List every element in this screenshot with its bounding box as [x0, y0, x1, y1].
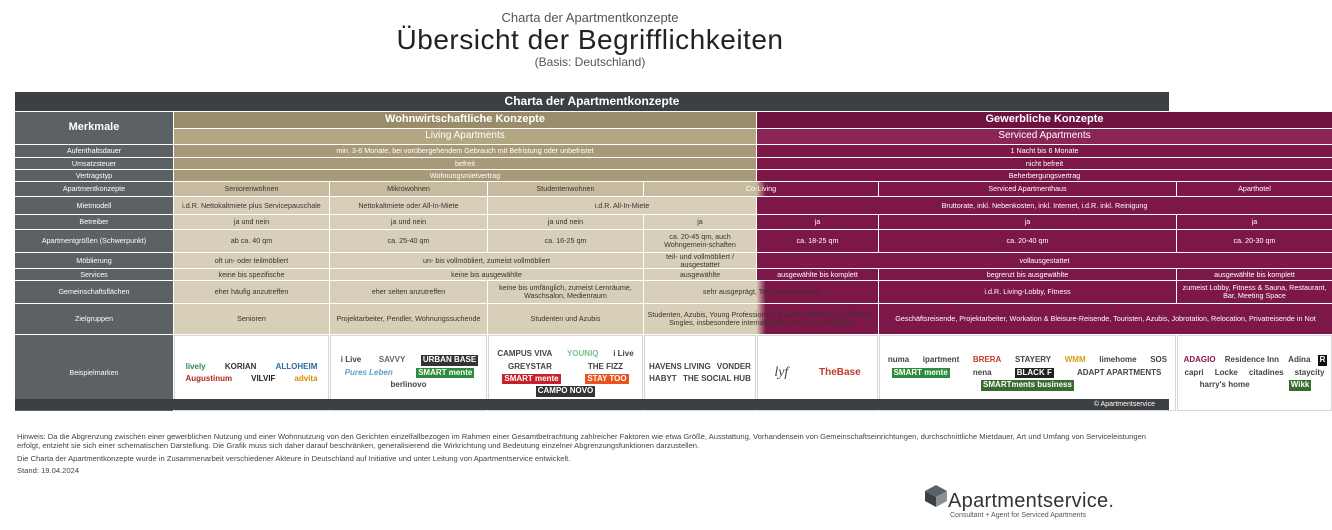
row-label-moeblierung: Möblierung: [15, 253, 173, 268]
note-stand: Stand: 19.04.2024: [17, 466, 80, 476]
brand-logo: STAYERY: [1014, 355, 1052, 365]
brand-logo: VONDER: [716, 361, 751, 371]
gew-header: Gewerbliche Konzepte: [757, 112, 1332, 128]
betreiber-aparthotel: ja: [1177, 215, 1332, 229]
brand-logo: STAY TOO: [587, 374, 627, 383]
row-label-apartmentkonzepte: Apartmentkonzepte: [15, 182, 173, 196]
brand-logo: HABYT: [649, 374, 677, 383]
row-label-zielgruppen: Zielgruppen: [15, 304, 173, 334]
brand-logo: KORIAN: [224, 361, 257, 371]
concept-studenten: Studentenwohnen: [488, 182, 643, 196]
merkmale-header: Merkmale: [15, 112, 173, 144]
services-aparthotel: ausgewählte bis komplett: [1177, 269, 1332, 280]
brand-logo: BLACK F: [1016, 367, 1052, 377]
brand-logo: Residence Inn: [1224, 355, 1279, 365]
brand-logo: limehome: [1099, 355, 1137, 365]
cell-umsatzsteuer-wohn: befreit: [174, 158, 756, 169]
moeblierung-coliving: teil- und vollmöbliert / ausgestattet: [644, 253, 756, 268]
brand-logo: ADAPT APARTMENTS: [1076, 367, 1162, 377]
cell-vertragstyp-wohn: Wohnungsmietvertrag: [174, 170, 756, 181]
services-coliving2: ausgewählte bis komplett: [757, 269, 878, 280]
groessen-coliving: ca. 20-45 qm, auch Wohngemein-schaften: [644, 230, 756, 252]
logo-name: [948, 490, 1114, 513]
mietmodell-mikro: Nettokaltmiete oder All-In-Miete: [330, 197, 487, 214]
brand-logo: SOS: [1150, 355, 1168, 365]
table-grid: [15, 112, 1327, 398]
brand-logo: nena: [972, 367, 992, 377]
betreiber-mikro: ja und nein: [330, 215, 487, 229]
concept-mikro: Mikrowohnen: [330, 182, 487, 196]
groessen-studenten: ca. 16-25 qm: [488, 230, 643, 252]
concept-coliving: Co-Living: [644, 182, 878, 196]
row-label-groessen: Apartmentgrößen (Schwerpunkt): [15, 230, 173, 252]
page-title: Übersicht der Begrifflichkeiten: [396, 24, 784, 55]
apartmentservice-logo: [924, 482, 1164, 522]
services-mikro-studenten: keine bis ausgewählte: [330, 269, 643, 280]
moeblierung-gew: vollausgestattet: [757, 253, 1332, 268]
brand-logo: staycity: [1294, 367, 1325, 377]
row-label-aufenthaltsdauer: Aufenthaltsdauer: [15, 145, 173, 157]
brand-logo: lyf: [774, 364, 789, 380]
brand-logo: i Live: [613, 349, 634, 359]
groessen-mikro: ca. 25-40 qm: [330, 230, 487, 252]
betreiber-serviced: ja: [879, 215, 1176, 229]
brand-logo: SAVVY: [378, 355, 406, 365]
logo-dot: .: [1108, 490, 1115, 512]
brand-logo: i Live: [340, 355, 362, 365]
groessen-senioren: ab ca. 40 qm: [174, 230, 329, 252]
brand-logo: lively: [185, 361, 206, 371]
brand-logo: advita: [294, 374, 318, 383]
brand-logo: BRERA: [972, 355, 1002, 365]
brand-logo: Wikk: [1290, 380, 1310, 390]
gemeinschaft-studenten: keine bis umfänglich, zumeist Lernräume, Waschsalon, Medienraum: [488, 281, 643, 303]
moeblierung-senioren: oft un- oder teilmöbliert: [174, 253, 329, 268]
row-label-beispielmarken: Beispielmarken: [15, 335, 173, 411]
groessen-coliving2: ca. 18-25 qm: [757, 230, 878, 252]
brand-logo: ADAGIO: [1183, 355, 1216, 365]
brand-logo: citadines: [1248, 367, 1284, 377]
groessen-serviced: ca. 20-40 qm: [879, 230, 1176, 252]
betreiber-coliving2: ja: [757, 215, 878, 229]
concept-senioren: Seniorenwohnen: [174, 182, 329, 196]
brand-logo: harry's home: [1199, 380, 1250, 390]
row-label-vertragstyp: Vertragstyp: [15, 170, 173, 181]
gemeinschaft-mikro: eher selten anzutreffen: [330, 281, 487, 303]
brand-logo: SMART mente: [893, 367, 948, 377]
zielgruppen-studenten: Studenten und Azubis: [488, 304, 643, 334]
gemeinschaft-coliving: sehr ausgeprägt, Teil des Konzeptes: [644, 281, 878, 303]
mietmodell-studenten-coliving: i.d.R. All-In-Miete: [488, 197, 756, 214]
brand-logo: Adina: [1288, 355, 1311, 365]
brand-logo: WMM: [1064, 355, 1086, 365]
brand-logo: R: [1319, 355, 1326, 365]
brand-logo: CAMPO NOVO: [537, 386, 594, 396]
logo-name-text: Apartmentservice: [948, 490, 1109, 512]
services-coliving: ausgewählte: [644, 269, 756, 280]
brand-logo: numa: [887, 355, 910, 365]
wohn-header: Wohnwirtschaftliche Konzepte: [174, 112, 756, 128]
zielgruppen-senioren: Senioren: [174, 304, 329, 334]
concept-serviced: Serviced Apartmenthaus: [879, 182, 1176, 196]
row-label-betreiber: Betreiber: [15, 215, 173, 229]
mietmodell-gew: Bruttorate, inkl. Nebenkosten, inkl. Internet, i.d.R. inkl. Reinigung: [757, 197, 1332, 214]
row-label-umsatzsteuer: Umsatzsteuer: [15, 158, 173, 169]
services-serviced: begrenzt bis ausgewählte: [879, 269, 1176, 280]
cell-aufenthaltsdauer-gew: 1 Nacht bis 6 Monate: [757, 145, 1332, 157]
zielgruppen-coliving: Studenten, Azubis, Young Professionals, Expats, Wohnungs-suchende, Singles, insbesondere internationale Gäste, Live Changer: [644, 304, 878, 334]
gemeinschaft-serviced: i.d.R. Living-Lobby, Fitness: [879, 281, 1176, 303]
concept-aparthotel: Aparthotel: [1177, 182, 1332, 196]
betreiber-senioren: ja und nein: [174, 215, 329, 229]
gew-subheader: Serviced Apartments: [757, 129, 1332, 144]
brand-logo: HAVENS LIVING: [649, 361, 711, 371]
footnotes: [17, 432, 1147, 479]
brand-logo: SMARTments business: [983, 380, 1072, 390]
cell-vertragstyp-gew: Beherbergungsvertrag: [757, 170, 1332, 181]
brand-logo: SMART mente: [504, 374, 559, 383]
services-senioren: keine bis spezifische: [174, 269, 329, 280]
subtitle: Charta der Apartmentkonzepte: [501, 10, 679, 25]
logo-tagline: Consultant + Agent for Serviced Apartments: [950, 512, 1086, 519]
brand-logo: URBAN BASE: [422, 355, 477, 365]
brand-logo: GREYSTAR: [508, 361, 552, 371]
brand-logo: ALLOHEIM: [275, 361, 318, 371]
brand-logo: THE FIZZ: [587, 361, 623, 371]
row-label-gemeinschaft: Gemeinschaftsflächen: [15, 281, 173, 303]
note-charta: Die Charta der Apartmentkonzepte wurde in Zusammenarbeit verschiedener Akteure in Deutschland auf Initiative und unter Leitung von Apartmentservice entwickelt.: [17, 453, 571, 463]
table-banner: Charta der Apartmentkonzepte: [15, 92, 1169, 111]
brand-logo: YOUNIQ: [566, 349, 599, 359]
betreiber-studenten: ja und nein: [488, 215, 643, 229]
brand-logo: ipartment: [922, 355, 960, 365]
brand-logo: TheBase: [818, 366, 861, 378]
row-label-services: Services: [15, 269, 173, 280]
gemeinschaft-aparthotel: zumeist Lobby, Fitness & Sauna, Restaurant, Bar, Meeting Space: [1177, 281, 1332, 303]
cell-aufenthaltsdauer-wohn: min. 3-6 Monate, bei vorübergehendem Gebrauch mit Befristung oder unbefristet: [174, 145, 756, 157]
brand-logo: Locke: [1214, 367, 1238, 377]
row-label-mietmodell: Mietmodell: [15, 197, 173, 214]
brand-logo: VILVIF: [251, 374, 276, 383]
charta-table: [15, 92, 1327, 418]
zielgruppen-mikro: Projektarbeiter, Pendler, Wohnungssuchende: [330, 304, 487, 334]
betreiber-coliving: ja: [644, 215, 756, 229]
wohn-subheader: Living Apartments: [174, 129, 756, 144]
note-hinweis: Hinweis: Da die Abgrenzung zwischen einer gewerblichen Nutzung und einer Wohnnutzung von den Gerichten einzelfallbezogen im Rahmen einer Gesamtbetrachtung zahlreicher Faktoren wie etwa Größe, Ausstattung, Vorhandensein von Gemeinschaftseinrichtungen, durchschnittliche Mietdauer, Art und Umfang von Serviceleistungen erfolgt, entzieht sie sich einer schematischen Darstellung. Die Grafik muss sich daher darauf beschränken, generalisierend die Wirkrichtung und Bedeutung einzelner Abgrenzungsfunktionen darzustellen.: [17, 432, 1147, 451]
brand-logo: SMART mente: [418, 367, 473, 377]
groessen-aparthotel: ca. 20-30 qm: [1177, 230, 1332, 252]
brand-logo: CAMPUS VIVA: [497, 349, 553, 359]
cube-icon: [924, 484, 948, 508]
brand-logo: capri: [1184, 367, 1204, 377]
zielgruppen-gew: Geschäftsreisende, Projektarbeiter, Workation & Bleisure-Reisende, Touristen, Azubis, Jobrotation, Relocation, Privatreisende in Not: [879, 304, 1332, 334]
gemeinschaft-senioren: eher häufig anzutreffen: [174, 281, 329, 303]
moeblierung-mikro-studenten: un- bis vollmöbliert, zumeist vollmöbliert: [330, 253, 643, 268]
brand-logo: THE SOCIAL HUB: [682, 374, 751, 383]
copyright: © Apartmentservice: [15, 399, 1169, 410]
cell-umsatzsteuer-gew: nicht befreit: [757, 158, 1332, 169]
brand-logo: berlinovo: [390, 380, 427, 390]
brand-logo: Augustinum: [185, 374, 233, 383]
brand-logo: Pures Leben: [344, 367, 393, 377]
mietmodell-senioren: i.d.R. Nettokaltmiete plus Servicepauschale: [174, 197, 329, 214]
brands-aparthotel: [1177, 335, 1332, 411]
basis-note: (Basis: Deutschland): [534, 55, 646, 69]
